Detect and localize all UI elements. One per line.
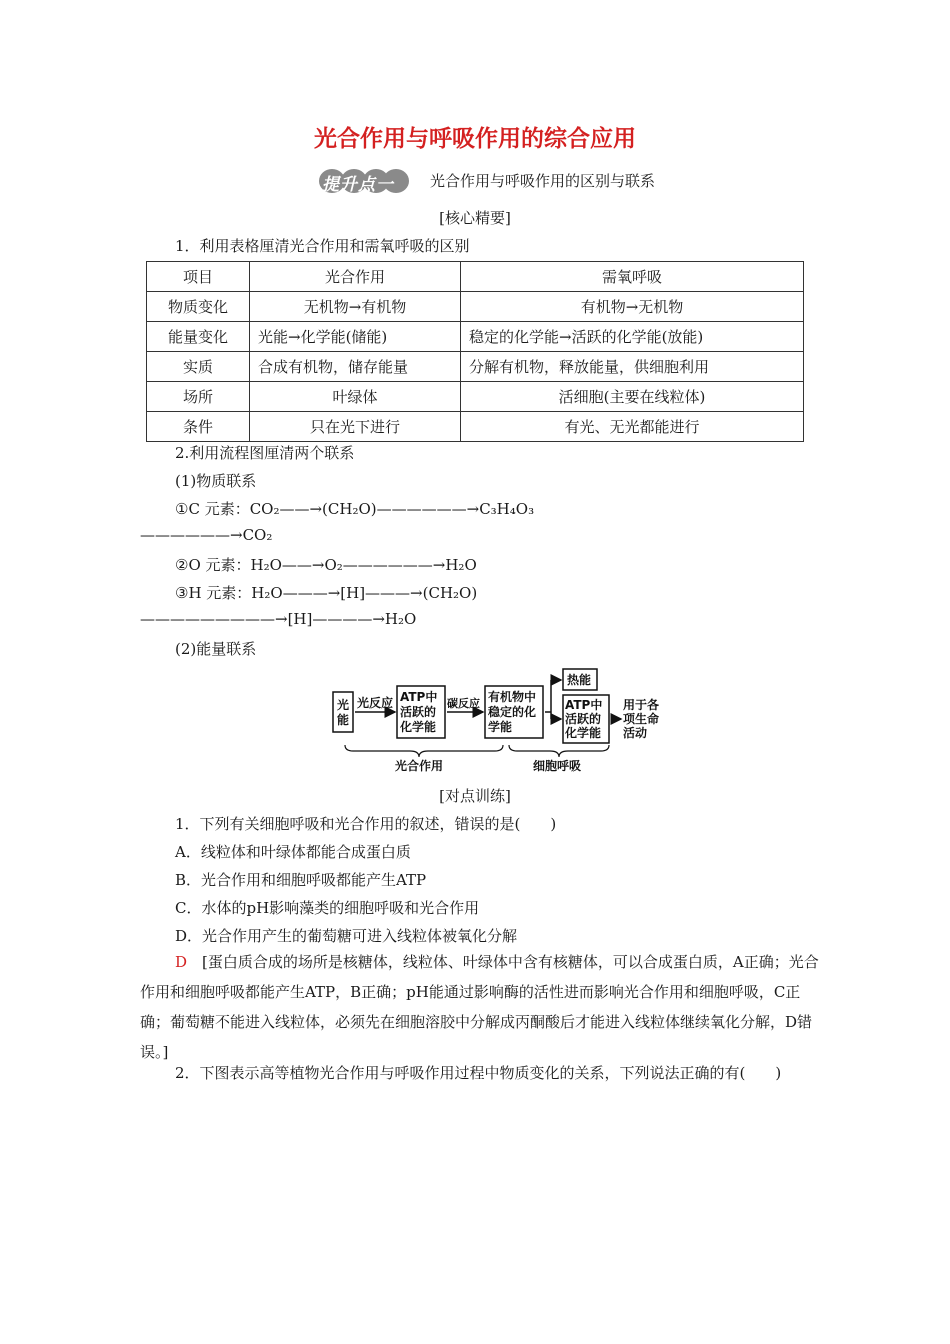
diagram-text: 能 (337, 713, 350, 727)
table-header-row (147, 262, 804, 292)
core-label: [核心精要] (439, 209, 511, 227)
oxygen-line: ②O 元素：H₂O——→O₂——————→H₂O (175, 556, 477, 574)
comparison-table (146, 261, 804, 442)
table-row (147, 412, 804, 442)
table-cell: 实质 (147, 352, 250, 382)
diagram-text: 有机物中 (488, 690, 537, 704)
diagram-text: 用于各 (623, 698, 660, 712)
table-cell: 无机物→有机物 (250, 292, 461, 322)
table-cell: 只在光下进行 (250, 412, 461, 442)
hydrogen-line-1: ③H 元素：H₂O———→[H]———→(CH₂O) (175, 584, 478, 602)
brace-respiration (509, 745, 609, 757)
table-header: 光合作用 (250, 262, 461, 292)
question-1-answer-block (140, 947, 820, 1067)
diagram-text: ATP中 (400, 690, 438, 704)
diagram-text: 光反应 (357, 696, 394, 710)
table-header: 需氧呼吸 (461, 262, 804, 292)
table-row (147, 322, 804, 352)
diagram-text: 化学能 (400, 720, 437, 734)
diagram-text: 稳定的化 (488, 705, 537, 719)
diagram-text: 活动 (623, 726, 648, 740)
table-cell: 条件 (147, 412, 250, 442)
brace-photosynthesis (345, 745, 503, 757)
table-cell: 光能→化学能(储能) (250, 322, 461, 352)
material-heading: (1)物质联系 (175, 472, 257, 490)
table-cell: 活细胞(主要在线粒体) (461, 382, 804, 412)
table-cell: 稳定的化学能→活跃的化学能(放能) (461, 322, 804, 352)
hydrogen-line-2: —————————→[H]————→H₂O (140, 610, 417, 628)
answer-letter: D (175, 953, 188, 971)
diagram-text: 化学能 (565, 726, 602, 740)
practice-label: [对点训练] (439, 787, 511, 805)
question-2-stem: 2．下图表示高等植物光合作用与呼吸作用过程中物质变化的关系，下列说法正确的有( ) (175, 1064, 782, 1082)
diagram-text: 活跃的 (400, 705, 437, 719)
table-header: 项目 (147, 262, 250, 292)
question-1-option-a: A．线粒体和叶绿体都能合成蛋白质 (175, 843, 411, 861)
question-1-stem: 1．下列有关细胞呼吸和光合作用的叙述，错误的是( ) (175, 815, 557, 833)
table-cell: 场所 (147, 382, 250, 412)
question-1-option-c: C．水体的pH影响藻类的细胞呼吸和光合作用 (175, 899, 480, 917)
question-1-option-b: B．光合作用和细胞呼吸都能产生ATP (175, 871, 427, 889)
table-cell: 有机物→无机物 (461, 292, 804, 322)
table-row (147, 292, 804, 322)
question-1-option-d: D．光合作用产生的葡萄糖可进入线粒体被氧化分解 (175, 927, 518, 945)
diagram-text: 碳反应 (447, 697, 480, 710)
answer-explanation: [蛋白质合成的场所是核糖体，线粒体、叶绿体中含有核糖体，可以合成蛋白质，A正确；光合作用和细胞呼吸都能产生ATP，B正确；pH能通过影响酶的活性进而影响光合作用和细胞呼吸，C正确；葡萄糖不能进入线粒体，必须先在细胞溶胶中分解成丙酮酸后才能进入线粒体继续氧化分解，D错误。] (140, 953, 819, 1061)
table-cell: 物质变化 (147, 292, 250, 322)
table-row (147, 352, 804, 382)
section2-heading: 2.利用流程图厘清两个联系 (175, 444, 355, 462)
table-cell: 合成有机物，储存能量 (250, 352, 461, 382)
diagram-text: 光合作用 (395, 759, 444, 773)
page-title: 光合作用与呼吸作用的综合应用 (314, 126, 636, 152)
table-cell: 叶绿体 (250, 382, 461, 412)
diagram-text: 学能 (488, 720, 513, 734)
diagram-text: 项生命 (623, 712, 660, 726)
energy-heading: (2)能量联系 (175, 640, 257, 658)
diagram-text: 光 (337, 698, 350, 712)
carbon-line-1: ①C 元素：CO₂——→(CH₂O)——————→C₃H₄O₃ (175, 500, 535, 518)
table-cell: 能量变化 (147, 322, 250, 352)
section1-heading: 1．利用表格厘清光合作用和需氧呼吸的区别 (175, 237, 470, 255)
section-badge: 提升点一 (322, 175, 394, 195)
carbon-line-2: ——————→CO₂ (140, 526, 273, 544)
diagram-text: 热能 (567, 673, 592, 687)
diagram-text: 细胞呼吸 (533, 759, 582, 773)
diagram-text: ATP中 (565, 698, 603, 712)
section-subtitle: 光合作用与呼吸作用的区别与联系 (430, 172, 656, 190)
table-cell: 分解有机物，释放能量，供细胞利用 (461, 352, 804, 382)
table-cell: 有光、无光都能进行 (461, 412, 804, 442)
energy-flow-diagram (325, 665, 685, 777)
diagram-text: 活跃的 (565, 712, 602, 726)
table-row (147, 382, 804, 412)
